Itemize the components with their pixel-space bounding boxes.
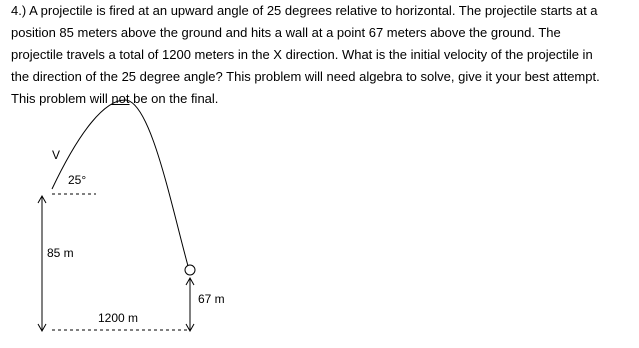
underlined-not: not xyxy=(111,91,130,106)
impact-point-circle xyxy=(185,265,195,275)
problem-line-2: position 85 meters above the ground and hits a wall at a point 67 meters above the ground. The xyxy=(11,25,561,40)
start-height-label: 85 m xyxy=(47,246,74,260)
problem-line-5-start: This problem will xyxy=(11,91,112,106)
end-height-label: 67 m xyxy=(198,292,225,306)
problem-line-1: 4.) A projectile is fired at an upward angle of 25 degrees relative to horizontal. The projectile starts at a xyxy=(11,3,598,18)
problem-line-5-end: be on the final. xyxy=(129,91,219,106)
horizontal-distance-label: 1200 m xyxy=(98,311,139,325)
problem-line-4: the direction of the 25 degree angle? This problem will need algebra to solve, give it your best attempt. xyxy=(11,69,600,84)
problem-line-3: projectile travels a total of 1200 meters in the X direction. What is the initial velocity of the projectile in xyxy=(11,47,593,62)
velocity-label: V xyxy=(52,148,61,162)
angle-label: 25° xyxy=(68,173,87,187)
